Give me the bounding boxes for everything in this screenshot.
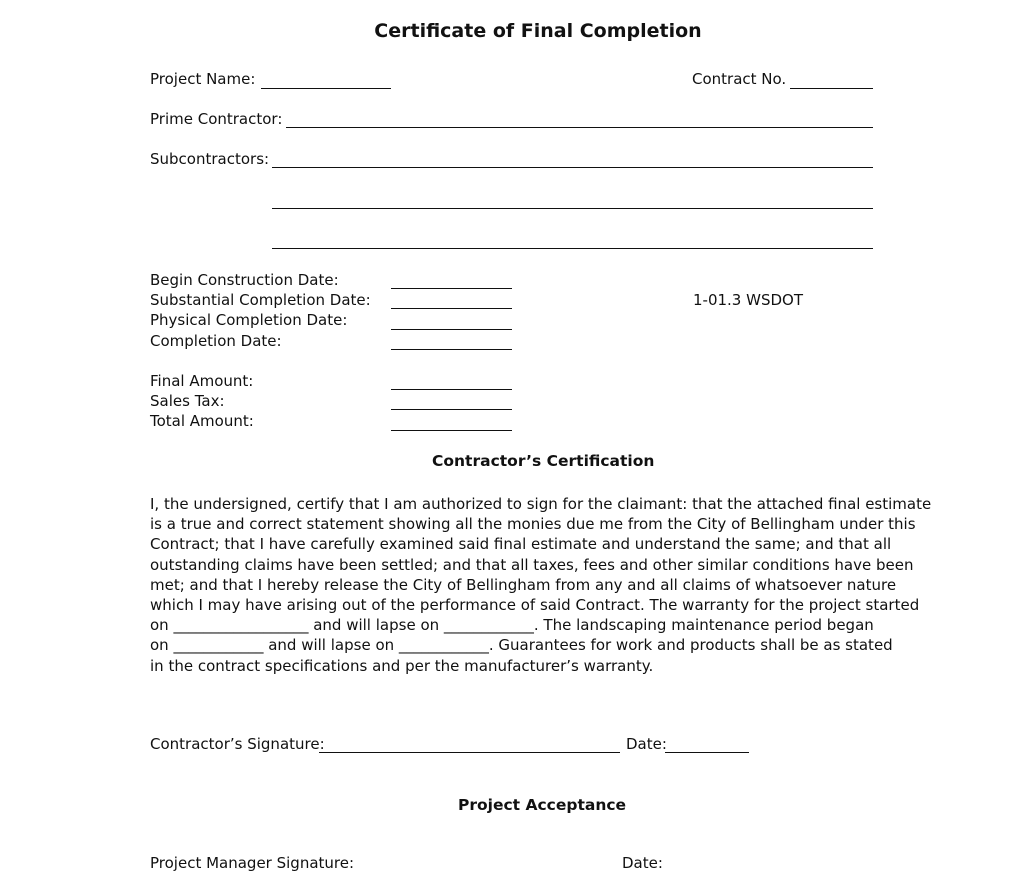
acceptance-heading: Project Acceptance [458,796,627,814]
physical-completion-label: Physical Completion Date: [150,311,348,329]
certification-line: on ____________ and will lapse on ____________. Guarantees for work and products shall be as stated [150,636,893,655]
certification-line: which I may have arising out of the performance of said Contract. The warranty for the project started [150,596,920,615]
certification-line: outstanding claims have been settled; and that all taxes, fees and other similar conditions have been [150,555,914,574]
manager-signature-label: Project Manager Signature: [150,854,355,872]
physical-completion-field[interactable] [391,329,512,330]
prime-contractor-label: Prime Contractor: [150,110,283,128]
total-amount-label: Total Amount: [150,412,254,430]
begin-construction-field[interactable] [391,288,512,289]
manager-date-label: Date: [622,854,663,872]
certification-line: I, the undersigned, certify that I am authorized to sign for the claimant: that the attached final estimate [150,495,932,513]
substantial-completion-field[interactable] [391,308,512,309]
project-name-label: Project Name: [150,70,256,88]
total-amount-field[interactable] [391,430,512,431]
certification-line: on __________________ and will lapse on ____________. The landscaping maintenance period began [150,616,874,635]
contractor-date-label: Date: [626,735,667,753]
begin-construction-label: Begin Construction Date: [150,271,339,289]
final-amount-field[interactable] [391,389,512,390]
sales-tax-field[interactable] [391,409,512,410]
wsdot-reference: 1-01.3 WSDOT [693,291,803,309]
contractor-signature-label: Contractor’s Signature: [150,735,325,753]
prime-contractor-field[interactable] [286,127,873,128]
page-title: Certificate of Final Completion [374,20,702,42]
completion-date-label: Completion Date: [150,332,282,350]
subcontractors-field-3[interactable] [272,248,873,249]
subcontractors-label: Subcontractors: [150,150,270,168]
substantial-completion-label: Substantial Completion Date: [150,291,371,309]
contractor-date-field[interactable] [665,752,749,753]
sales-tax-label: Sales Tax: [150,392,225,410]
final-amount-label: Final Amount: [150,372,254,390]
contractor-signature-field[interactable] [319,752,620,753]
certification-paragraph [150,494,930,676]
subcontractors-field-2[interactable] [272,208,873,209]
subcontractors-field-1[interactable] [272,167,873,168]
contract-no-field[interactable] [790,88,873,89]
certification-heading: Contractor’s Certification [432,452,655,470]
certification-line: is a true and correct statement showing all the monies due me from the City of Bellingham under this [150,515,916,534]
completion-date-field[interactable] [391,349,512,350]
project-name-field[interactable] [261,88,391,89]
certification-line: in the contract specifications and per the manufacturer’s warranty. [150,656,654,675]
contract-no-label: Contract No. [692,70,787,88]
certification-line: Contract; that I have carefully examined said final estimate and understand the same; and that all [150,535,892,554]
certification-line: met; and that I hereby release the City of Bellingham from any and all claims of whatsoever nature [150,575,897,594]
